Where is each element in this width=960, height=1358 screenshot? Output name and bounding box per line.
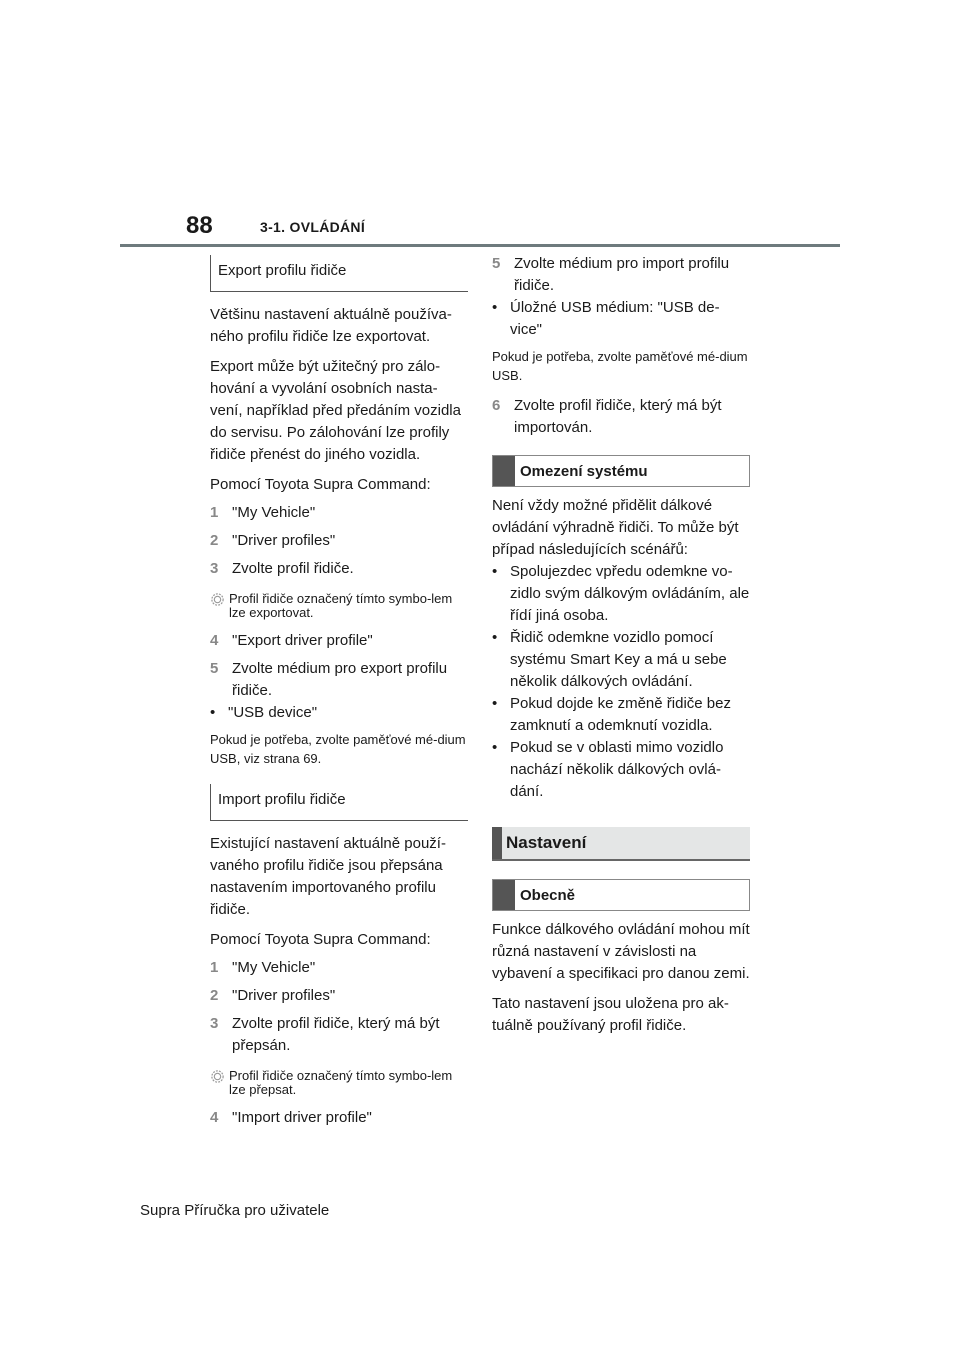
footer-text: Supra Příručka pro uživatele [140, 1202, 330, 1219]
general-heading [492, 879, 750, 911]
paragraph: Funkce dálkového ovládání mohou mít různá nastavení v závislosti na vybavení a specifikaci pro danou zemi. [492, 921, 750, 982]
paragraph: Pomocí Toyota Supra Command: [210, 476, 431, 493]
settings-heading [492, 827, 750, 861]
small-note: Pokud je potřeba, zvolte paměťové mé-dium USB. [492, 349, 748, 383]
heading-text: Obecně [520, 886, 576, 904]
step [210, 1107, 468, 1129]
page-number: 88 [186, 212, 213, 239]
step [210, 630, 468, 652]
step-number: 4 [210, 1109, 219, 1126]
step-text: Zvolte profil řidiče, který má být přepsán. [232, 1015, 440, 1054]
import-heading: Import profilu řidiče [210, 784, 468, 821]
step-text: "Driver profiles" [232, 987, 336, 1004]
step-number: 5 [492, 255, 501, 272]
note-text: Profil řidiče označený tímto symbo-lem lze exportovat. [229, 591, 453, 620]
step-text: Zvolte médium pro import profilu řidiče. [514, 255, 730, 294]
bullet-item [492, 297, 750, 341]
step-text: "My Vehicle" [232, 959, 316, 976]
section-title: 3-1. OVLÁDÁNÍ [260, 219, 366, 235]
step [210, 1013, 468, 1057]
bullet-mark: • [492, 739, 498, 756]
small-note: Pokud je potřeba, zvolte paměťové mé-dium USB, viz strana 69. [210, 732, 466, 766]
bullet-item [492, 627, 750, 693]
step-text: Zvolte profil řidiče. [232, 560, 354, 577]
bullet-text: Pokud se v oblasti mimo vozidlo nachází několik dálkových ovlá-dání. [510, 739, 724, 800]
step [492, 395, 750, 439]
step-text: "Driver profiles" [232, 532, 336, 549]
bullet-mark: • [492, 563, 498, 580]
paragraph: Tato nastavení jsou uložena pro ak-tuálně používaný profil řidiče. [492, 995, 729, 1034]
step-number: 3 [210, 1015, 219, 1032]
paragraph: Pomocí Toyota Supra Command: [210, 931, 431, 948]
step [492, 253, 750, 297]
step-number: 2 [210, 532, 219, 549]
bullet-mark: • [492, 629, 498, 646]
note [210, 1069, 468, 1097]
heading-tab [493, 880, 515, 910]
heading-tab [492, 827, 502, 859]
step-text: "Export driver profile" [232, 632, 373, 649]
paragraph: Existující nastavení aktuálně použí-vaného profilu řidiče jsou přepsána nastavením importovaného profilu řidiče. [210, 835, 446, 918]
step-number: 5 [210, 660, 219, 677]
bullet-item [492, 737, 750, 803]
paragraph: Většinu nastavení aktuálně používa-ného profilu řidiče lze exportovat. [210, 306, 452, 345]
paragraph: Není vždy možné přidělit dálkové ovládání výhradně řidiči. To může být případ následujících scénářů: [492, 497, 739, 558]
bullet-text: Pokud dojde ke změně řidiče bez zamknutí a odemknutí vozidla. [510, 695, 731, 734]
gear-icon [210, 592, 225, 607]
heading-tab [493, 456, 515, 486]
bullet-item [492, 561, 750, 627]
export-heading: Export profilu řidiče [210, 255, 468, 292]
step [210, 658, 468, 702]
header-divider [120, 244, 840, 247]
bullet-text: Řidič odemkne vozidlo pomocí systému Smart Key a má u sebe několik dálkových ovládání. [510, 629, 727, 690]
step-text: "Import driver profile" [232, 1109, 372, 1126]
step [210, 530, 468, 552]
heading-text: Omezení systému [520, 462, 648, 480]
step-number: 1 [210, 959, 219, 976]
step [210, 558, 468, 580]
right-column [492, 253, 750, 1037]
step [210, 502, 468, 524]
note [210, 592, 468, 620]
step-text: "My Vehicle" [232, 504, 316, 521]
step-text: Zvolte médium pro export profilu řidiče. [232, 660, 448, 699]
bullet-mark: • [492, 299, 498, 316]
step-number: 2 [210, 987, 219, 1004]
bullet-text: Spolujezdec vpředu odemkne vo-zidlo svým dálkovým ovládáním, ale řídí jiná osoba. [510, 563, 750, 624]
bullet-mark: • [492, 695, 498, 712]
gear-icon [210, 1069, 225, 1084]
step [210, 957, 468, 979]
paragraph: Export může být užitečný pro zálo-hování a vyvolání osobních nasta-vení, například před předáním vozidla do servisu. Po zálohování lze profily řidiče přenést do jiného vozidla. [210, 358, 461, 463]
bullet-item [210, 702, 468, 724]
step [210, 985, 468, 1007]
bullet-text: Úložné USB médium: "USB de-vice" [510, 299, 720, 338]
left-column [210, 255, 468, 1129]
bullet-item [492, 693, 750, 737]
step-number: 1 [210, 504, 219, 521]
bullet-mark: • [210, 704, 216, 721]
heading-text: Nastavení [506, 833, 587, 852]
step-number: 3 [210, 560, 219, 577]
note-text: Profil řidiče označený tímto symbo-lem lze přepsat. [229, 1068, 453, 1097]
step-number: 4 [210, 632, 219, 649]
limits-heading [492, 455, 750, 487]
step-number: 6 [492, 397, 501, 414]
step-text: Zvolte profil řidiče, který má být importován. [514, 397, 722, 436]
bullet-text: "USB device" [228, 704, 318, 721]
